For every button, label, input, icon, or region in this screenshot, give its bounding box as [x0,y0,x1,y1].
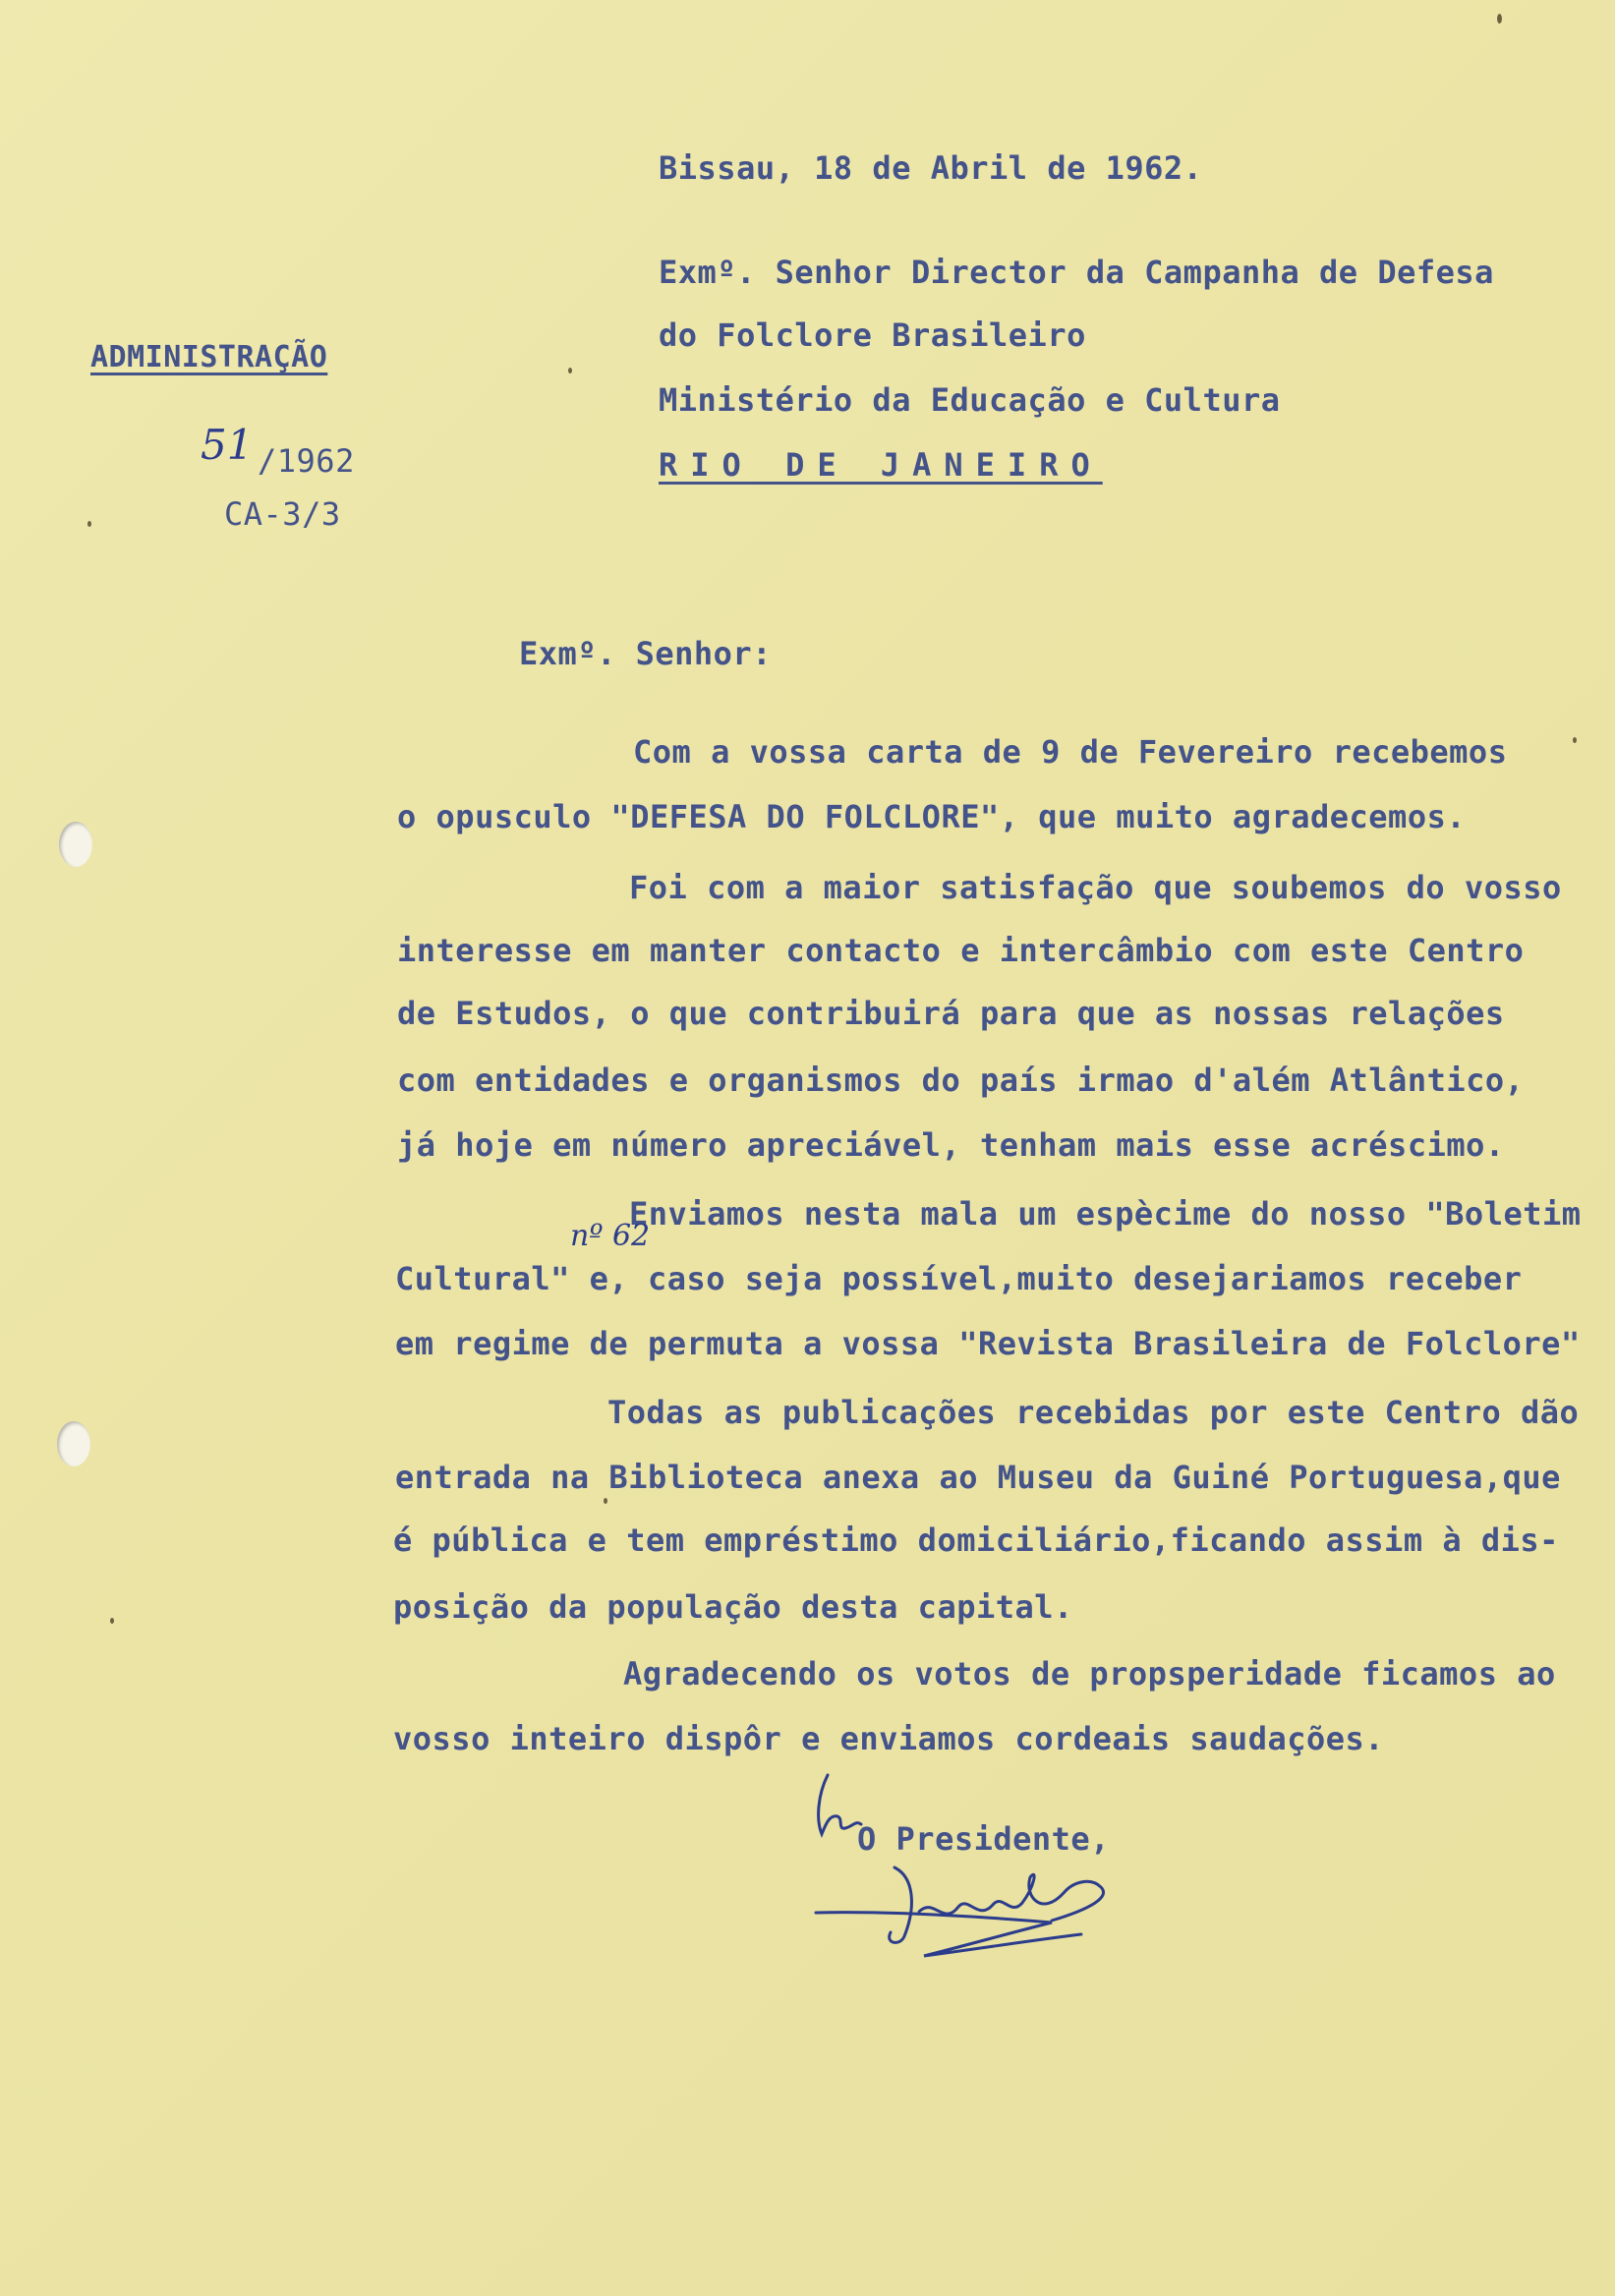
punch-hole-bottom [57,1421,90,1466]
body-line: com entidades e organismos do país irmao d'além Atlântico, [397,1062,1525,1099]
body-line: Todas as publicações recebidas por este Centro dão [607,1394,1580,1431]
signature [806,1838,1160,1976]
body-line: entrada na Biblioteca anexa ao Museu da Guiné Portuguesa,que [395,1459,1561,1496]
body-line: Enviamos nesta mala um espècime do nosso "Boletim [629,1195,1582,1233]
body-line: é pública e tem empréstimo domiciliário,ficando assim à dis- [393,1521,1559,1559]
closing-signoff: O Presidente, [857,1820,1110,1858]
recipient-city: RIO DE JANEIRO [659,446,1103,484]
body-line: em regime de permuta a vossa "Revista Brasileira de Folclore" [395,1325,1581,1362]
recipient-line-3: Ministério da Educação e Cultura [659,381,1281,419]
reference-number-handwritten: 51 [201,421,254,469]
department-label: ADMINISTRAÇÃO [90,340,328,374]
recipient-line-2: do Folclore Brasileiro [659,316,1086,354]
date-line: Bissau, 18 de Abril de 1962. [659,149,1203,187]
body-line: Foi com a maior satisfação que soubemos do vosso [629,869,1562,906]
initial-mark [808,1765,867,1844]
paper-speck [568,368,572,373]
paper-speck [87,521,91,527]
paper-speck [604,1498,607,1504]
paper-speck [110,1618,114,1624]
paper-speck [1497,14,1502,24]
body-line: de Estudos, o que contribuirá para que as nossas relações [397,995,1505,1032]
body-line: já hoje em número apreciável, tenham mais esse acréscimo. [397,1126,1505,1164]
body-line: Com a vossa carta de 9 de Fevereiro recebemos [633,733,1508,771]
recipient-line-1: Exmº. Senhor Director da Campanha de Defesa [659,254,1494,291]
paper-speck [1573,737,1577,743]
body-line: Cultural" e, caso seja possível,muito desejariamos receber [395,1260,1523,1297]
reference-code: CA-3/3 [224,495,341,533]
reference-year: /1962 [258,442,355,480]
punch-hole-top [59,822,92,867]
body-line: vosso inteiro dispôr e enviamos cordeais saudações. [393,1720,1385,1757]
handwritten-annotation: nº 62 [570,1219,651,1253]
body-line: Agradecendo os votos de propsperidade ficamos ao [623,1655,1556,1693]
body-line: posição da população desta capital. [393,1588,1073,1626]
salutation: Exmº. Senhor: [519,635,772,672]
body-line: interesse em manter contacto e intercâmbio com este Centro [397,932,1525,969]
body-line: o opusculo "DEFESA DO FOLCLORE", que muito agradecemos. [397,798,1467,835]
